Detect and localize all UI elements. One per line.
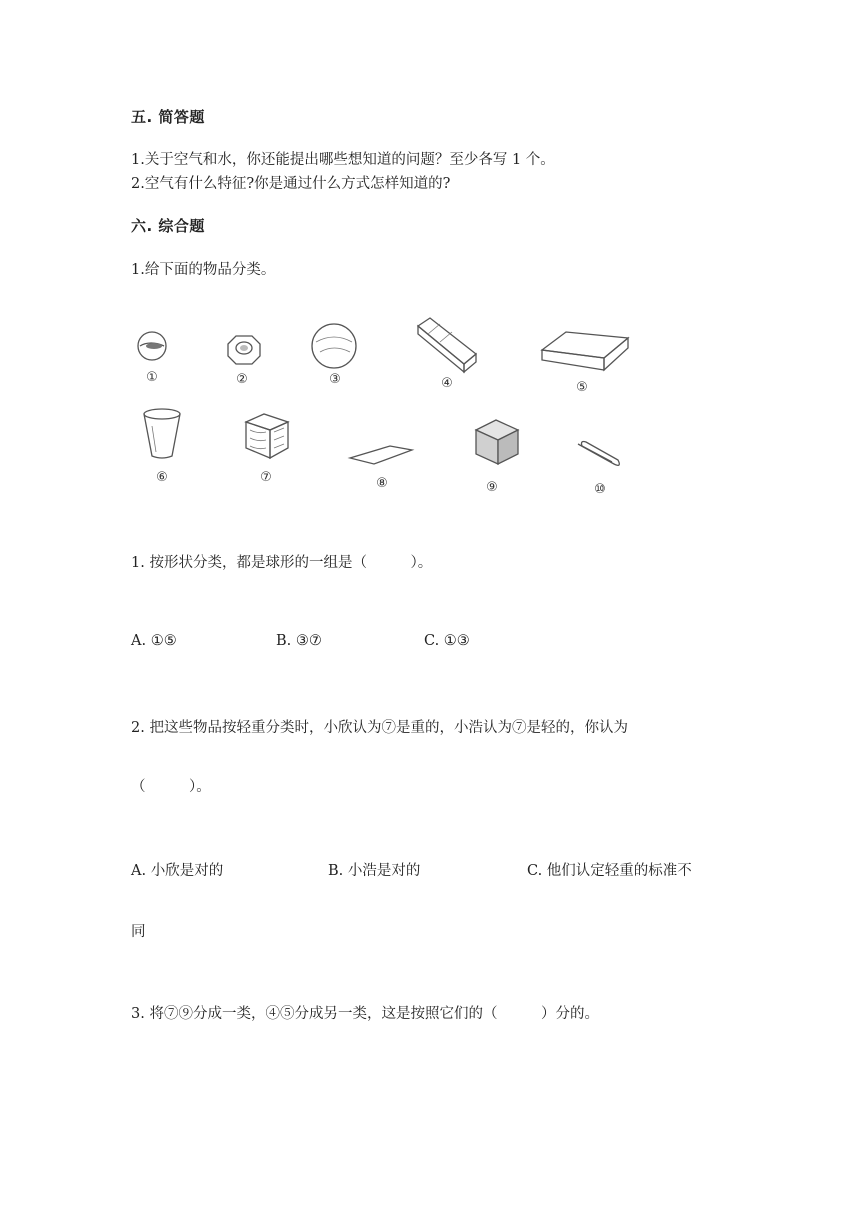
- question-5-2: 2.空气有什么特征?你是通过什么方式怎样知道的?: [131, 176, 451, 192]
- item-label-4: ④: [441, 376, 453, 391]
- stone-cube-icon: [472, 416, 522, 470]
- sub2-option-b: B. 小浩是对的: [328, 863, 421, 879]
- lollipop-icon: [134, 328, 174, 368]
- hex-nut-icon: [224, 330, 264, 370]
- sub1-option-b: B. ③⑦: [276, 633, 322, 649]
- question-6-1-intro: 1.给下面的物品分类。: [131, 262, 276, 278]
- item-label-9: ⑨: [486, 480, 498, 495]
- sub-question-1: 1. 按形状分类，都是球形的一组是（ ）。: [131, 555, 433, 571]
- paper-sheet-icon: [346, 440, 416, 470]
- cup-icon: [142, 406, 186, 466]
- eraser-icon: [412, 316, 482, 376]
- sub1-option-a: A. ①⑤: [131, 633, 177, 649]
- item-label-6: ⑥: [156, 470, 168, 485]
- book-block-icon: [538, 328, 630, 378]
- item-label-8: ⑧: [376, 476, 388, 491]
- item-label-3: ③: [329, 372, 341, 387]
- item-label-2: ②: [236, 372, 248, 387]
- sub2-option-a: A. 小欣是对的: [131, 863, 224, 879]
- sub-question-3: 3. 将⑦⑨分成一类，④⑤分成另一类，这是按照它们的（ ）分的。: [131, 1006, 599, 1022]
- sub2-option-c-wrap: 同: [131, 924, 146, 940]
- sub2-option-c: C. 他们认定轻重的标准不: [527, 863, 692, 879]
- item-label-10: ⑩: [594, 482, 606, 497]
- item-label-1: ①: [146, 370, 158, 385]
- sub-question-2-blank: （ ）。: [131, 779, 211, 795]
- question-5-1: 1.关于空气和水，你还能提出哪些想知道的问题？至少各写 1 个。: [131, 152, 555, 168]
- objects-figure: [120, 310, 660, 510]
- item-label-5: ⑤: [576, 380, 588, 395]
- ball-icon: [310, 322, 360, 372]
- item-label-7: ⑦: [260, 470, 272, 485]
- section-6-heading: 六. 综合题: [131, 217, 205, 235]
- sub1-option-c: C. ①③: [424, 633, 470, 649]
- wood-cube-icon: [242, 410, 292, 464]
- paper-clip-icon: [572, 438, 628, 472]
- sub-question-2: 2. 把这些物品按轻重分类时，小欣认为⑦是重的，小浩认为⑦是轻的，你认为: [131, 720, 628, 736]
- section-5-heading: 五. 简答题: [131, 108, 205, 126]
